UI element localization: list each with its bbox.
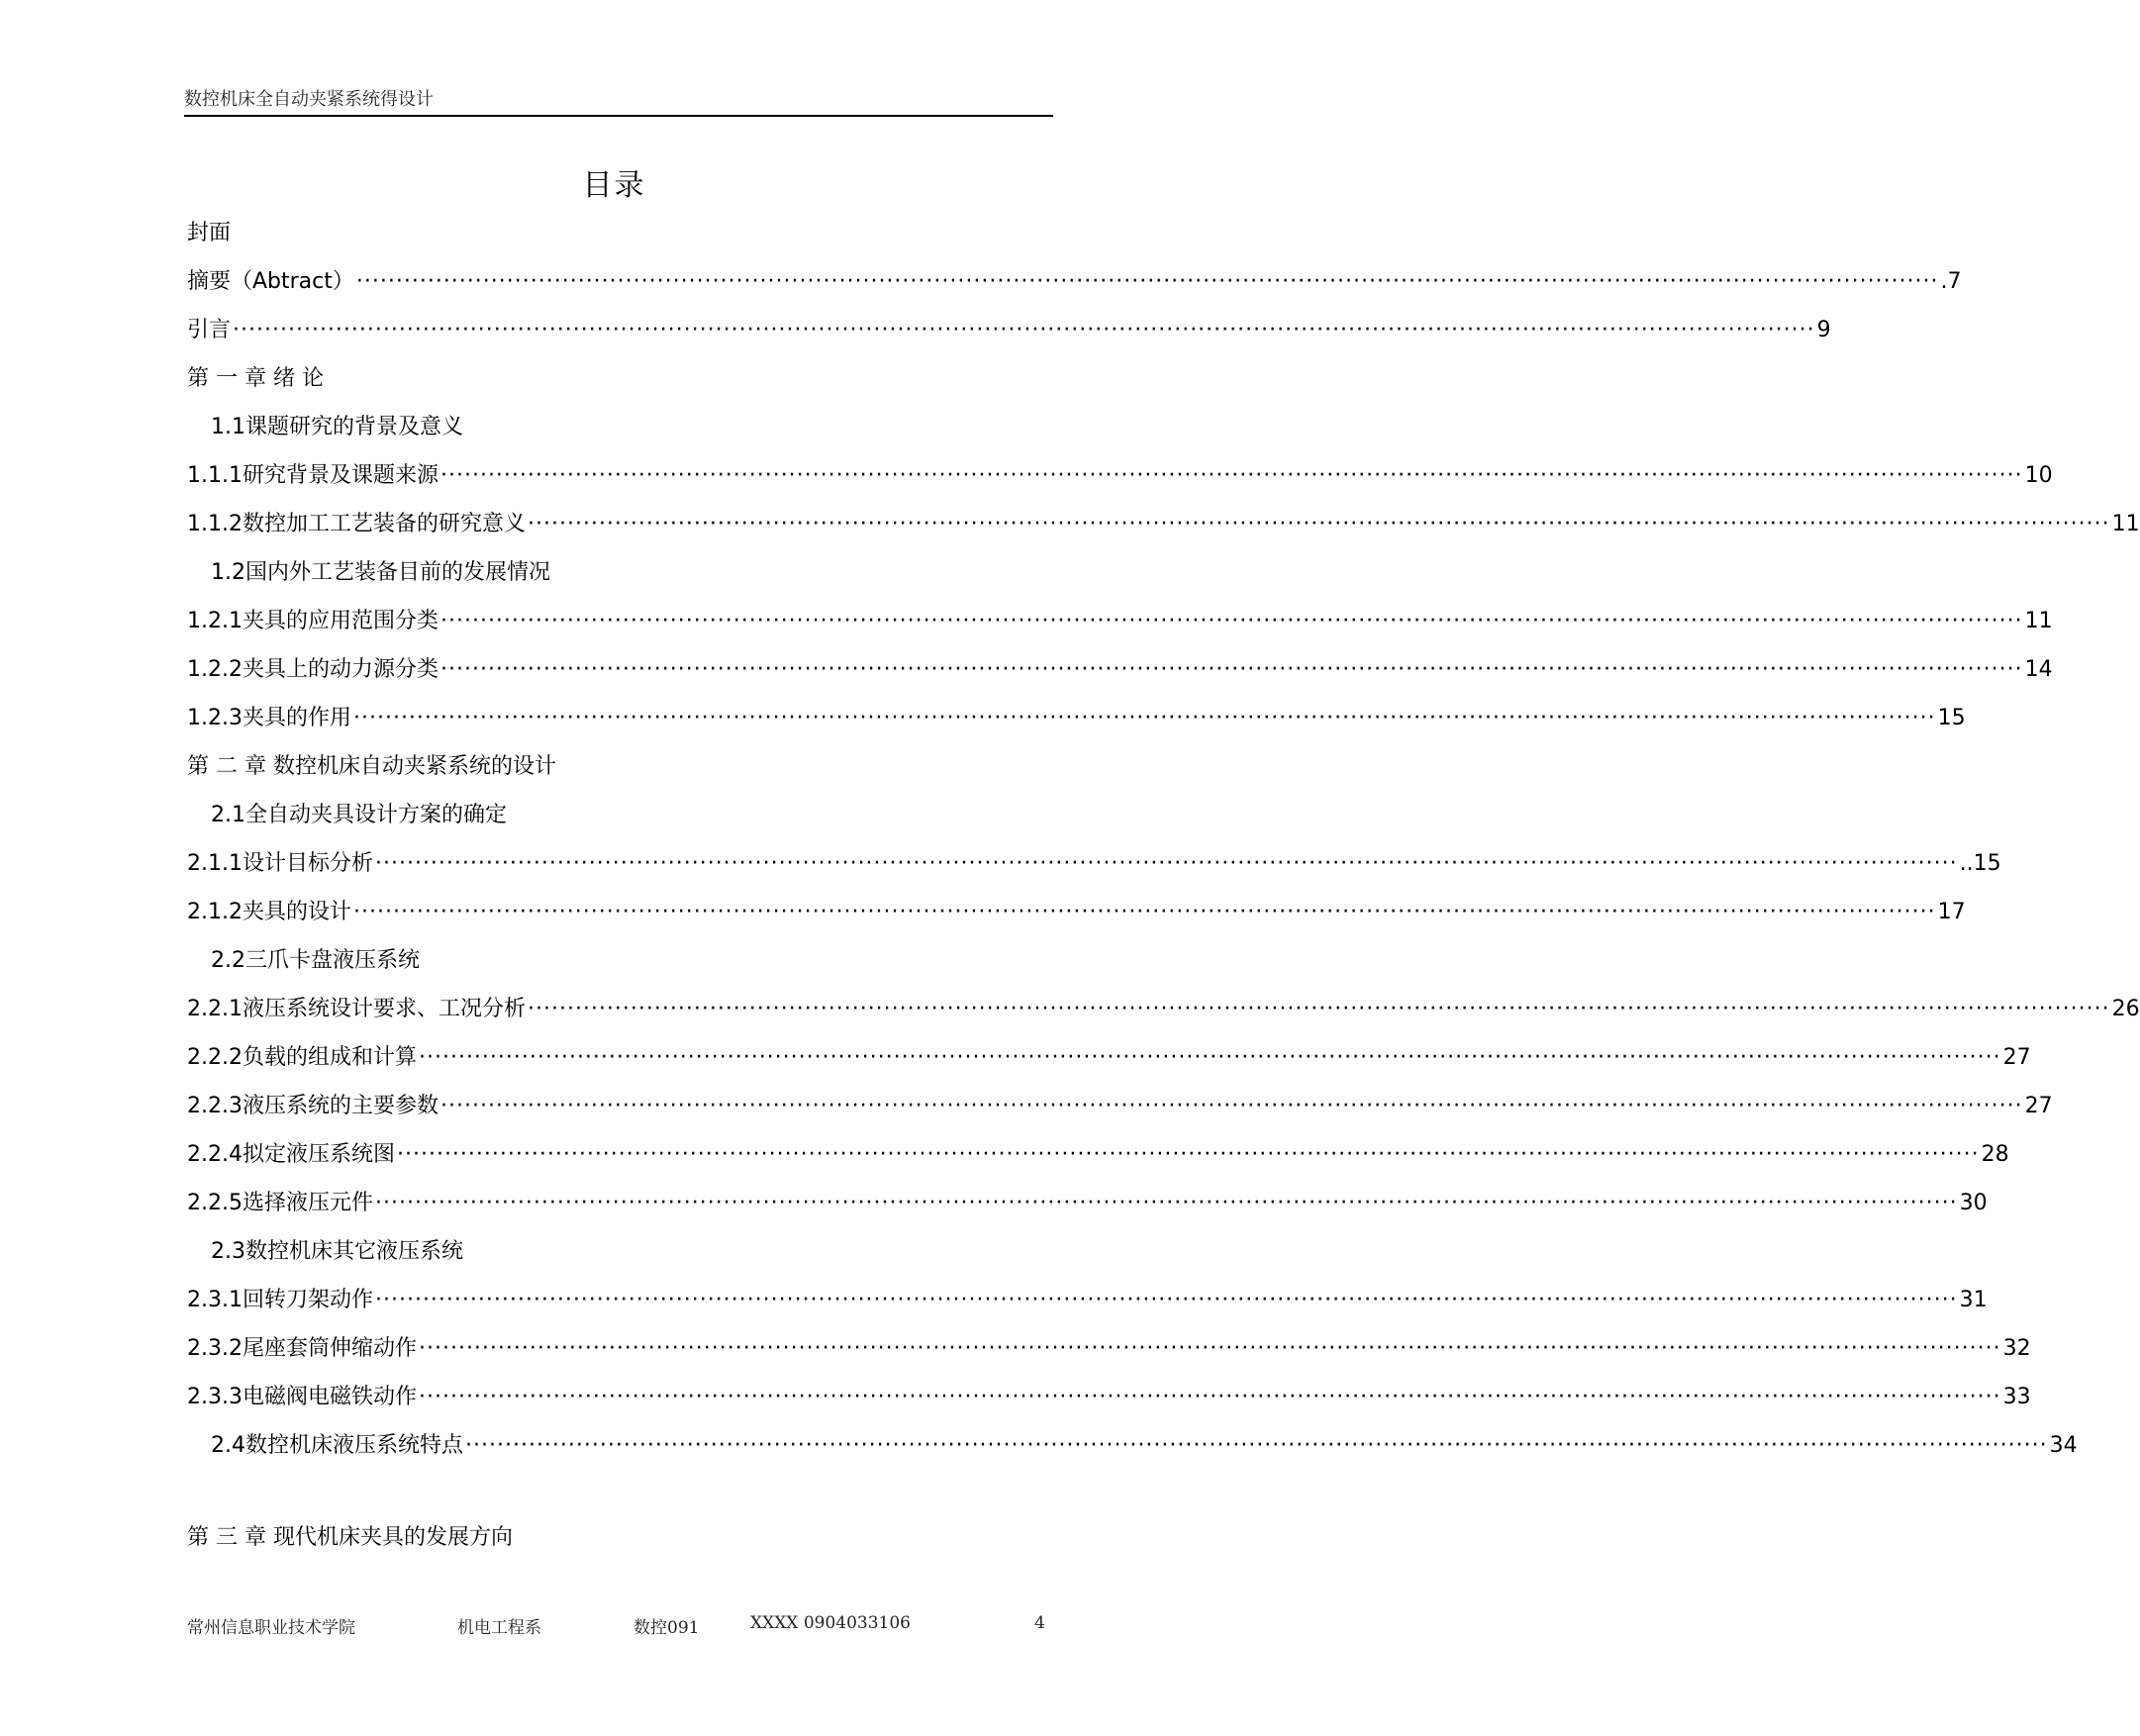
- toc-leader-dots: ········································································································································································································: [418, 1336, 2001, 1361]
- toc-entry-page: 30: [1959, 1191, 1988, 1215]
- toc-entry-label: 第 二 章 数控机床自动夹紧系统的设计: [187, 754, 556, 779]
- toc-entry: [187, 264, 1962, 294]
- footer-page-number: 4: [1034, 1613, 1045, 1633]
- toc-entry-label: 2.4数控机床液压系统特点: [211, 1433, 463, 1458]
- footer-department: 机电工程系: [457, 1618, 541, 1638]
- toc-entry-page: 31: [1959, 1288, 1988, 1312]
- toc-entry-page: 28: [1981, 1142, 2009, 1167]
- toc-entry: [187, 1234, 921, 1264]
- toc-leader-dots: ········································································································································································································: [439, 609, 2023, 633]
- page-footer: [0, 1613, 1228, 1637]
- toc-entry-label: 2.1.1设计目标分析: [187, 851, 373, 876]
- toc-entry-page: ..15: [1959, 851, 2001, 876]
- toc-entry: [187, 701, 1966, 730]
- toc-entry: [187, 798, 921, 827]
- toc-entry-label: 2.2.2负载的组成和计算: [187, 1045, 417, 1070]
- toc-entry-label: 2.2.1液压系统设计要求、工况分析: [187, 997, 526, 1021]
- toc-leader-dots: ········································································································································································································: [465, 1433, 2048, 1458]
- toc-entry: [187, 1137, 2009, 1167]
- toc-entry: [187, 652, 2053, 682]
- toc-entry-label: 2.3.3电磁阀电磁铁动作: [187, 1385, 417, 1409]
- toc-entry-label: 1.2.2夹具上的动力源分类: [187, 657, 438, 682]
- footer-school: 常州信息职业技术学院: [187, 1618, 355, 1638]
- toc-entry: [187, 216, 921, 245]
- toc-entry-page: 10: [2024, 463, 2053, 488]
- toc-entry-label: 1.1.2数控加工工艺装备的研究意义: [187, 512, 526, 536]
- toc-leader-dots: ········································································································································································································: [233, 318, 1815, 342]
- page-header: 数控机床全自动夹紧系统得设计: [184, 89, 434, 110]
- toc-entry-label: 封面: [187, 221, 232, 245]
- toc-entry: [187, 992, 2140, 1021]
- header-rule: [184, 115, 1053, 117]
- toc-entry-label: 1.2国内外工艺装备目前的发展情况: [211, 560, 550, 585]
- toc-entry-page: 26: [2111, 997, 2140, 1021]
- toc-leader-dots: ········································································································································································································: [352, 706, 1936, 730]
- toc-entry-label: 引言: [187, 318, 232, 342]
- toc-leader-dots: ········································································································································································································: [418, 1385, 2001, 1409]
- toc-entry-page: .7: [1940, 269, 1962, 294]
- toc-leader-dots: ········································································································································································································: [374, 851, 1958, 876]
- toc-leader-dots: ········································································································································································································: [527, 997, 2110, 1021]
- toc-entry-label: 2.3.1回转刀架动作: [187, 1288, 373, 1312]
- toc-leader-dots: ········································································································································································································: [527, 512, 2110, 536]
- toc-entry: [187, 1520, 921, 1550]
- toc-leader-dots: ········································································································································································································: [439, 657, 2023, 682]
- toc-leader-dots: ········································································································································································································: [439, 463, 2023, 488]
- toc-entry: [187, 1428, 2078, 1458]
- toc-entry-page: 15: [1937, 706, 1966, 730]
- toc-entry-page: 11: [2111, 512, 2140, 536]
- toc-leader-dots: ········································································································································································································: [374, 1288, 1958, 1312]
- toc-entry-page: 9: [1816, 318, 1831, 342]
- toc-entry-label: 第 三 章 现代机床夹具的发展方向: [187, 1525, 513, 1550]
- footer-class: 数控091: [633, 1618, 700, 1638]
- toc-title: 目录: [582, 168, 646, 203]
- toc-entry: [187, 895, 1966, 924]
- toc-entry-page: 27: [2002, 1045, 2031, 1070]
- toc-entry-label: 2.1全自动夹具设计方案的确定: [211, 803, 507, 827]
- toc-leader-dots: ········································································································································································································: [374, 1191, 1958, 1215]
- toc-entry-label: 1.1.1研究背景及课题来源: [187, 463, 438, 488]
- toc-entry: [187, 1283, 1988, 1312]
- toc-entry: [187, 361, 921, 391]
- toc-entry-label: 第 一 章 绪 论: [187, 366, 324, 391]
- toc-entry-page: 14: [2024, 657, 2053, 682]
- toc-leader-dots: ········································································································································································································: [439, 1094, 2023, 1118]
- toc-entry: [187, 555, 921, 585]
- toc-entry: [187, 1089, 2053, 1118]
- toc-entry-page: 17: [1937, 900, 1966, 924]
- toc-entry: [187, 604, 2053, 633]
- toc-entry: [187, 1040, 2031, 1070]
- toc-entry: [187, 410, 921, 439]
- toc-entry-label: 1.2.1夹具的应用范围分类: [187, 609, 438, 633]
- toc-entry-label: 1.2.3夹具的作用: [187, 706, 351, 730]
- toc-entry: [187, 313, 1831, 342]
- toc-entry-label: 2.3.2尾座套筒伸缩动作: [187, 1336, 417, 1361]
- toc-entry-label: 2.1.2夹具的设计: [187, 900, 351, 924]
- toc-entry-label: 2.2三爪卡盘液压系统: [211, 948, 420, 973]
- footer-student: XXXX 0904033106: [750, 1613, 911, 1633]
- toc-entry: [187, 846, 2001, 876]
- toc-entry: [187, 749, 921, 779]
- toc-entry-page: 32: [2002, 1336, 2031, 1361]
- toc-leader-dots: ········································································································································································································: [396, 1142, 1980, 1167]
- toc-entry: [187, 1186, 1988, 1215]
- toc-entry-label: 2.2.5选择液压元件: [187, 1191, 373, 1215]
- toc-entry: [187, 1380, 2031, 1409]
- toc-entry: [187, 458, 2053, 488]
- toc-leader-dots: ········································································································································································································: [352, 900, 1936, 924]
- toc-entry-page: 27: [2024, 1094, 2053, 1118]
- toc-entry-label: 2.2.4拟定液压系统图: [187, 1142, 395, 1167]
- toc-entry: [187, 943, 921, 973]
- toc-leader-dots: ········································································································································································································: [355, 269, 1939, 294]
- toc-leader-dots: ········································································································································································································: [418, 1045, 2001, 1070]
- toc-entry: [187, 507, 2140, 536]
- toc-entry-page: 11: [2024, 609, 2053, 633]
- toc-entry-page: 33: [2002, 1385, 2031, 1409]
- toc-entry-page: 34: [2049, 1433, 2078, 1458]
- toc-entry-label: 1.1课题研究的背景及意义: [211, 415, 463, 439]
- toc-entry-label: 2.3数控机床其它液压系统: [211, 1239, 463, 1264]
- toc-entry: [187, 1331, 2031, 1361]
- toc-entry-label: 摘要（Abtract）: [187, 269, 354, 294]
- toc-entry-label: 2.2.3液压系统的主要参数: [187, 1094, 438, 1118]
